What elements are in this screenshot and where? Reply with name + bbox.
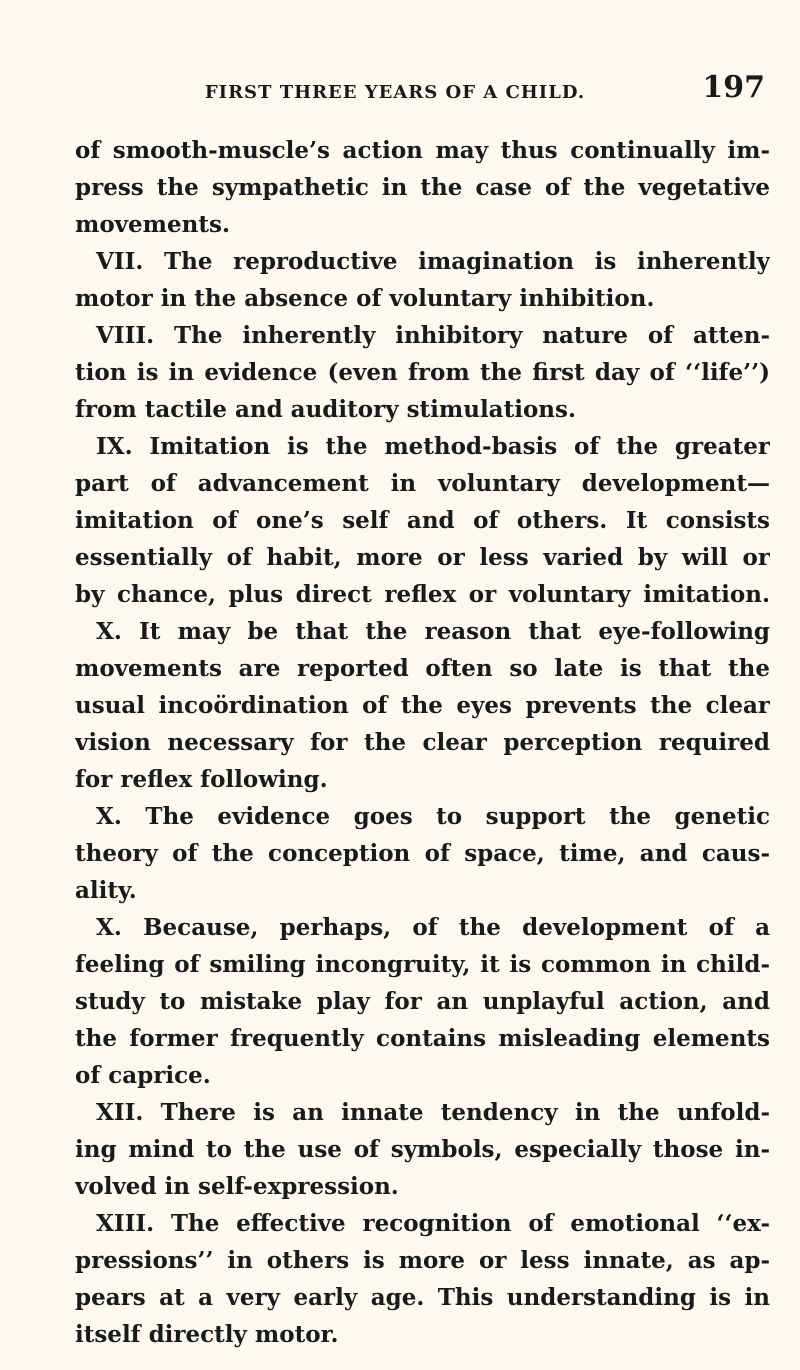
text-line: movements. xyxy=(75,211,230,238)
page-number: 197 xyxy=(702,70,765,105)
text-line: IX. Imitation is the method-basis of the greater xyxy=(96,433,770,460)
text-line: XII. There is an innate tendency in the unfold- xyxy=(96,1099,770,1126)
running-title: FIRST THREE YEARS OF A CHILD. xyxy=(204,82,586,103)
text-line: X. The evidence goes to support the genetic xyxy=(96,803,770,830)
text-line: motor in the absence of voluntary inhibition. xyxy=(75,285,655,312)
text-line: ing mind to the use of symbols, especially those in- xyxy=(75,1136,770,1163)
text-line: pears at a very early age. This understanding is in xyxy=(75,1284,770,1311)
text-line: usual incoördination of the eyes prevents the clear xyxy=(75,692,770,719)
text-line: X. It may be that the reason that eye-following xyxy=(96,618,770,645)
text-line: from tactile and auditory stimulations. xyxy=(75,396,576,423)
text-line: imitation of one’s self and of others. It consists xyxy=(75,507,770,534)
text-line: ality. xyxy=(75,877,137,904)
text-line: VII. The reproductive imagination is inherently xyxy=(96,248,770,275)
text-line: part of advancement in voluntary development— xyxy=(75,470,770,497)
text-line: theory of the conception of space, time, and caus- xyxy=(75,840,770,867)
text-line: movements are reported often so late is that the xyxy=(75,655,770,682)
text-line: by chance, plus direct reflex or voluntary imitation. xyxy=(75,581,770,608)
text-line: VIII. The inherently inhibitory nature of atten- xyxy=(96,322,770,349)
text-line: essentially of habit, more or less varied by will or xyxy=(75,544,770,571)
text-line: volved in self-expression. xyxy=(75,1173,399,1200)
text-line: vision necessary for the clear perception required xyxy=(75,729,770,756)
text-line: X. Because, perhaps, of the development of a xyxy=(96,914,770,941)
text-line: for reflex following. xyxy=(75,766,328,793)
text-line: of caprice. xyxy=(75,1062,211,1089)
text-line: pressions’’ in others is more or less innate, as ap- xyxy=(75,1247,770,1274)
text-line: tion is in evidence (even from the first day of ‘‘life’’) xyxy=(75,359,770,386)
running-header xyxy=(75,70,765,120)
text-line: itself directly motor. xyxy=(75,1321,339,1348)
body-text xyxy=(75,132,770,1353)
text-line: press the sympathetic in the case of the vegetative xyxy=(75,174,770,201)
text-line: feeling of smiling incongruity, it is common in child- xyxy=(75,951,770,978)
text-line: the former frequently contains misleading elements xyxy=(75,1025,770,1052)
text-line: study to mistake play for an unplayful action, and xyxy=(75,988,770,1015)
text-line: of smooth-muscle’s action may thus continually im- xyxy=(75,137,770,164)
text-line: XIII. The effective recognition of emotional ‘‘ex- xyxy=(96,1210,770,1237)
